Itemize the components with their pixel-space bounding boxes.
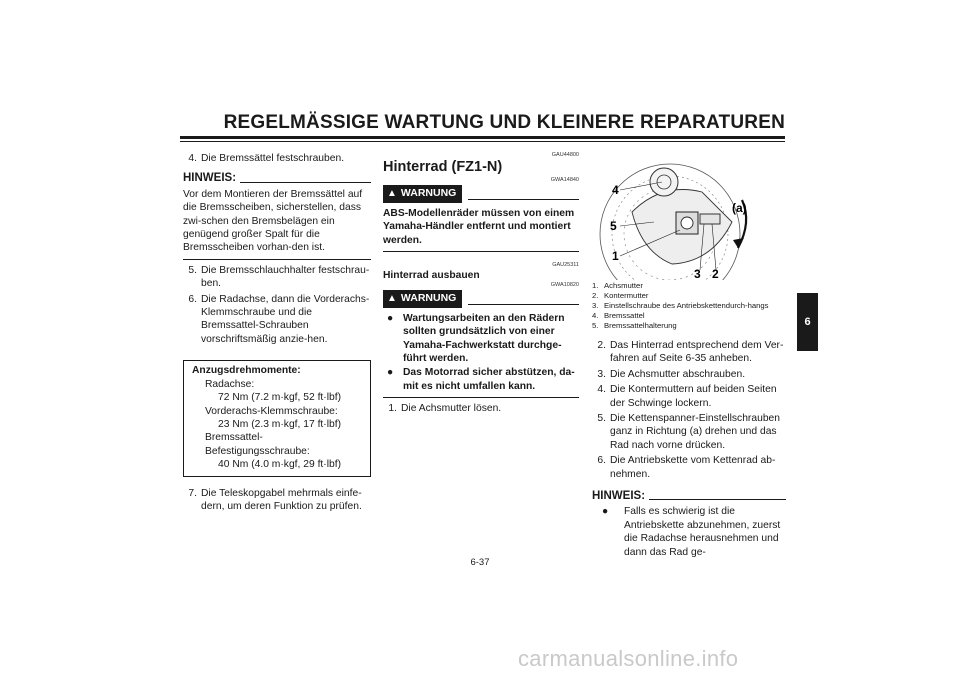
torque-spec-box <box>183 360 371 476</box>
warning-label: WARNUNG <box>400 187 457 200</box>
warning-icon: ▲ <box>387 293 397 305</box>
step-3: 3. Die Achsmutter abschrauben. <box>597 368 746 380</box>
warning-rule <box>468 304 579 305</box>
bullet-text: Falls es schwierig ist die Antriebskette abzunehmen, zuerst die Radachse herausnehmen und dann das Rad ge- <box>624 506 781 558</box>
axle-center <box>681 217 693 229</box>
step-number: 7. <box>188 487 197 499</box>
torque-value: 23 Nm (2.3 m·kgf, 17 ft·lbf) <box>218 418 342 430</box>
bullet-icon: ● <box>602 506 609 518</box>
step-6 <box>183 293 371 347</box>
step-5: 5. Die Kettenspanner-Einstellschrauben ganz in Richtung (a) drehen und das Rad nach vorne drücken. <box>597 413 780 451</box>
warning-text: ABS-Modellenräder müssen von einem Yamaha-Händler entfernt und montiert werden. <box>383 207 575 246</box>
brake-caliper <box>650 168 678 196</box>
subsection-title: Hinterrad ausbauen <box>383 270 480 282</box>
doc-code: GAU44800 <box>551 152 579 158</box>
bullet-text: Wartungsarbeiten an den Rädern sollten grundsätzlich von einer Yamaha-Fachwerkstatt durchge-führt werden. <box>403 312 565 365</box>
doc-code: GAU25311 <box>552 262 579 269</box>
torque-title: Anzugsdrehmomente: <box>192 365 301 377</box>
step-2: 2. Das Hinterrad entsprechend dem Ver-fahren auf Seite 6-35 anheben. <box>597 340 784 365</box>
step-4: 4. Die Kontermuttern auf beiden Seiten der Schwinge lockern. <box>597 384 777 409</box>
title-rule-thin <box>180 141 785 142</box>
hinweis-heading <box>592 490 786 503</box>
warning-badge <box>383 290 462 307</box>
warning-heading <box>383 185 579 202</box>
step-5 <box>183 264 371 291</box>
torque-line: Radachse: <box>205 378 255 390</box>
hinweis-rule <box>240 182 371 183</box>
hinweis-rule <box>649 499 786 500</box>
doc-code: GWA10820 <box>550 282 579 289</box>
bullet-text: Das Motorrad sicher abstützen, da-mit es nicht umfallen kann. <box>403 367 575 392</box>
column-1 <box>183 152 371 515</box>
title-rule <box>180 136 785 139</box>
adjusting-bolt <box>700 214 720 224</box>
hinweis-text: Vor dem Montieren der Bremssättel auf die Bremsscheiben, sicherstellen, dass zwi-schen den Bremsbelägen ein genügend großer Spalt für die Bremsscheiben vorhan-den ist. <box>183 188 363 254</box>
hinweis-end-rule <box>183 259 371 260</box>
legend-item: 2. Kontermutter <box>592 291 649 300</box>
warning-icon: ▲ <box>387 188 397 200</box>
page-title: REGELMÄSSIGE WARTUNG UND KLEINERE REPARATUREN <box>223 112 785 133</box>
step-4 <box>183 152 371 165</box>
warning-end-rule <box>383 251 579 252</box>
steps-list <box>592 339 786 481</box>
step-7 <box>183 487 371 514</box>
legend-item: 5. Bremssattelhalterung <box>592 321 677 330</box>
arrowhead <box>733 238 744 248</box>
warning-heading <box>383 290 579 307</box>
step-text: Die Bremssättel festschrauben. <box>201 153 345 164</box>
column-3 <box>592 152 786 560</box>
legend-item: 4. Bremssattel <box>592 311 645 320</box>
legend-item: 3. Einstellschraube des Antriebskettendurch-hangs <box>592 301 769 310</box>
legend-item: 1. Achsmutter <box>592 281 643 290</box>
hinweis-bullet <box>592 505 786 559</box>
doc-code: GWA14840 <box>550 177 579 184</box>
figure-legend <box>592 281 786 331</box>
step-number: 6. <box>188 293 197 305</box>
warning-rule <box>468 199 579 200</box>
torque-value: 72 Nm (7.2 m·kgf, 52 ft·lbf) <box>218 392 342 404</box>
callout-4: 4 <box>612 183 619 197</box>
warning-label: WARNUNG <box>400 292 457 305</box>
page-number: 6-37 <box>470 557 490 568</box>
column-2 <box>383 152 579 418</box>
callout-1: 1 <box>612 249 619 263</box>
hinweis-label: HINWEIS: <box>183 172 237 185</box>
callout-a: (a) <box>732 201 747 215</box>
warning-end-rule <box>383 397 579 398</box>
hinweis-heading <box>183 172 371 185</box>
step-text: Die Bremsschlauchhalter festschrau-ben. <box>201 264 370 290</box>
rear-wheel-figure <box>592 152 784 280</box>
warning-badge <box>383 185 462 202</box>
callout-2: 2 <box>712 267 719 280</box>
bullet-icon: ● <box>387 367 394 379</box>
step-number: 5. <box>188 264 197 276</box>
hinweis-label: HINWEIS: <box>592 490 646 503</box>
torque-value: 40 Nm (4.0 m·kgf, 29 ft·lbf) <box>218 459 342 471</box>
step-6: 6. Die Antriebskette vom Kettenrad ab-nehmen. <box>597 455 776 480</box>
step-number: 4. <box>188 153 197 164</box>
chapter-tab: 6 <box>797 293 818 351</box>
step-text: Die Radachse, dann die Vorderachs-Klemmschraube und die Bremssattel-Schrauben vorschriftsmäßig anzie-hen. <box>201 293 370 345</box>
watermark: carmanualsonline.info <box>518 646 739 671</box>
torque-line: Vorderachs-Klemmschraube: <box>205 405 338 417</box>
step-text: Die Teleskopgabel mehrmals einfe-dern, um deren Funktion zu prüfen. <box>201 487 362 512</box>
warning-bullet <box>383 312 579 366</box>
callout-3: 3 <box>694 267 701 280</box>
callout-5: 5 <box>610 219 617 233</box>
warning-bullet <box>383 366 579 393</box>
torque-line: Bremssattel-Befestigungsschraube: <box>205 432 310 457</box>
step-1 <box>383 402 579 415</box>
step-number: 1. <box>388 403 397 415</box>
bullet-icon: ● <box>387 312 394 324</box>
step-text: Die Achsmutter lösen. <box>401 403 502 415</box>
section-title: Hinterrad (FZ1-N) <box>383 159 503 175</box>
